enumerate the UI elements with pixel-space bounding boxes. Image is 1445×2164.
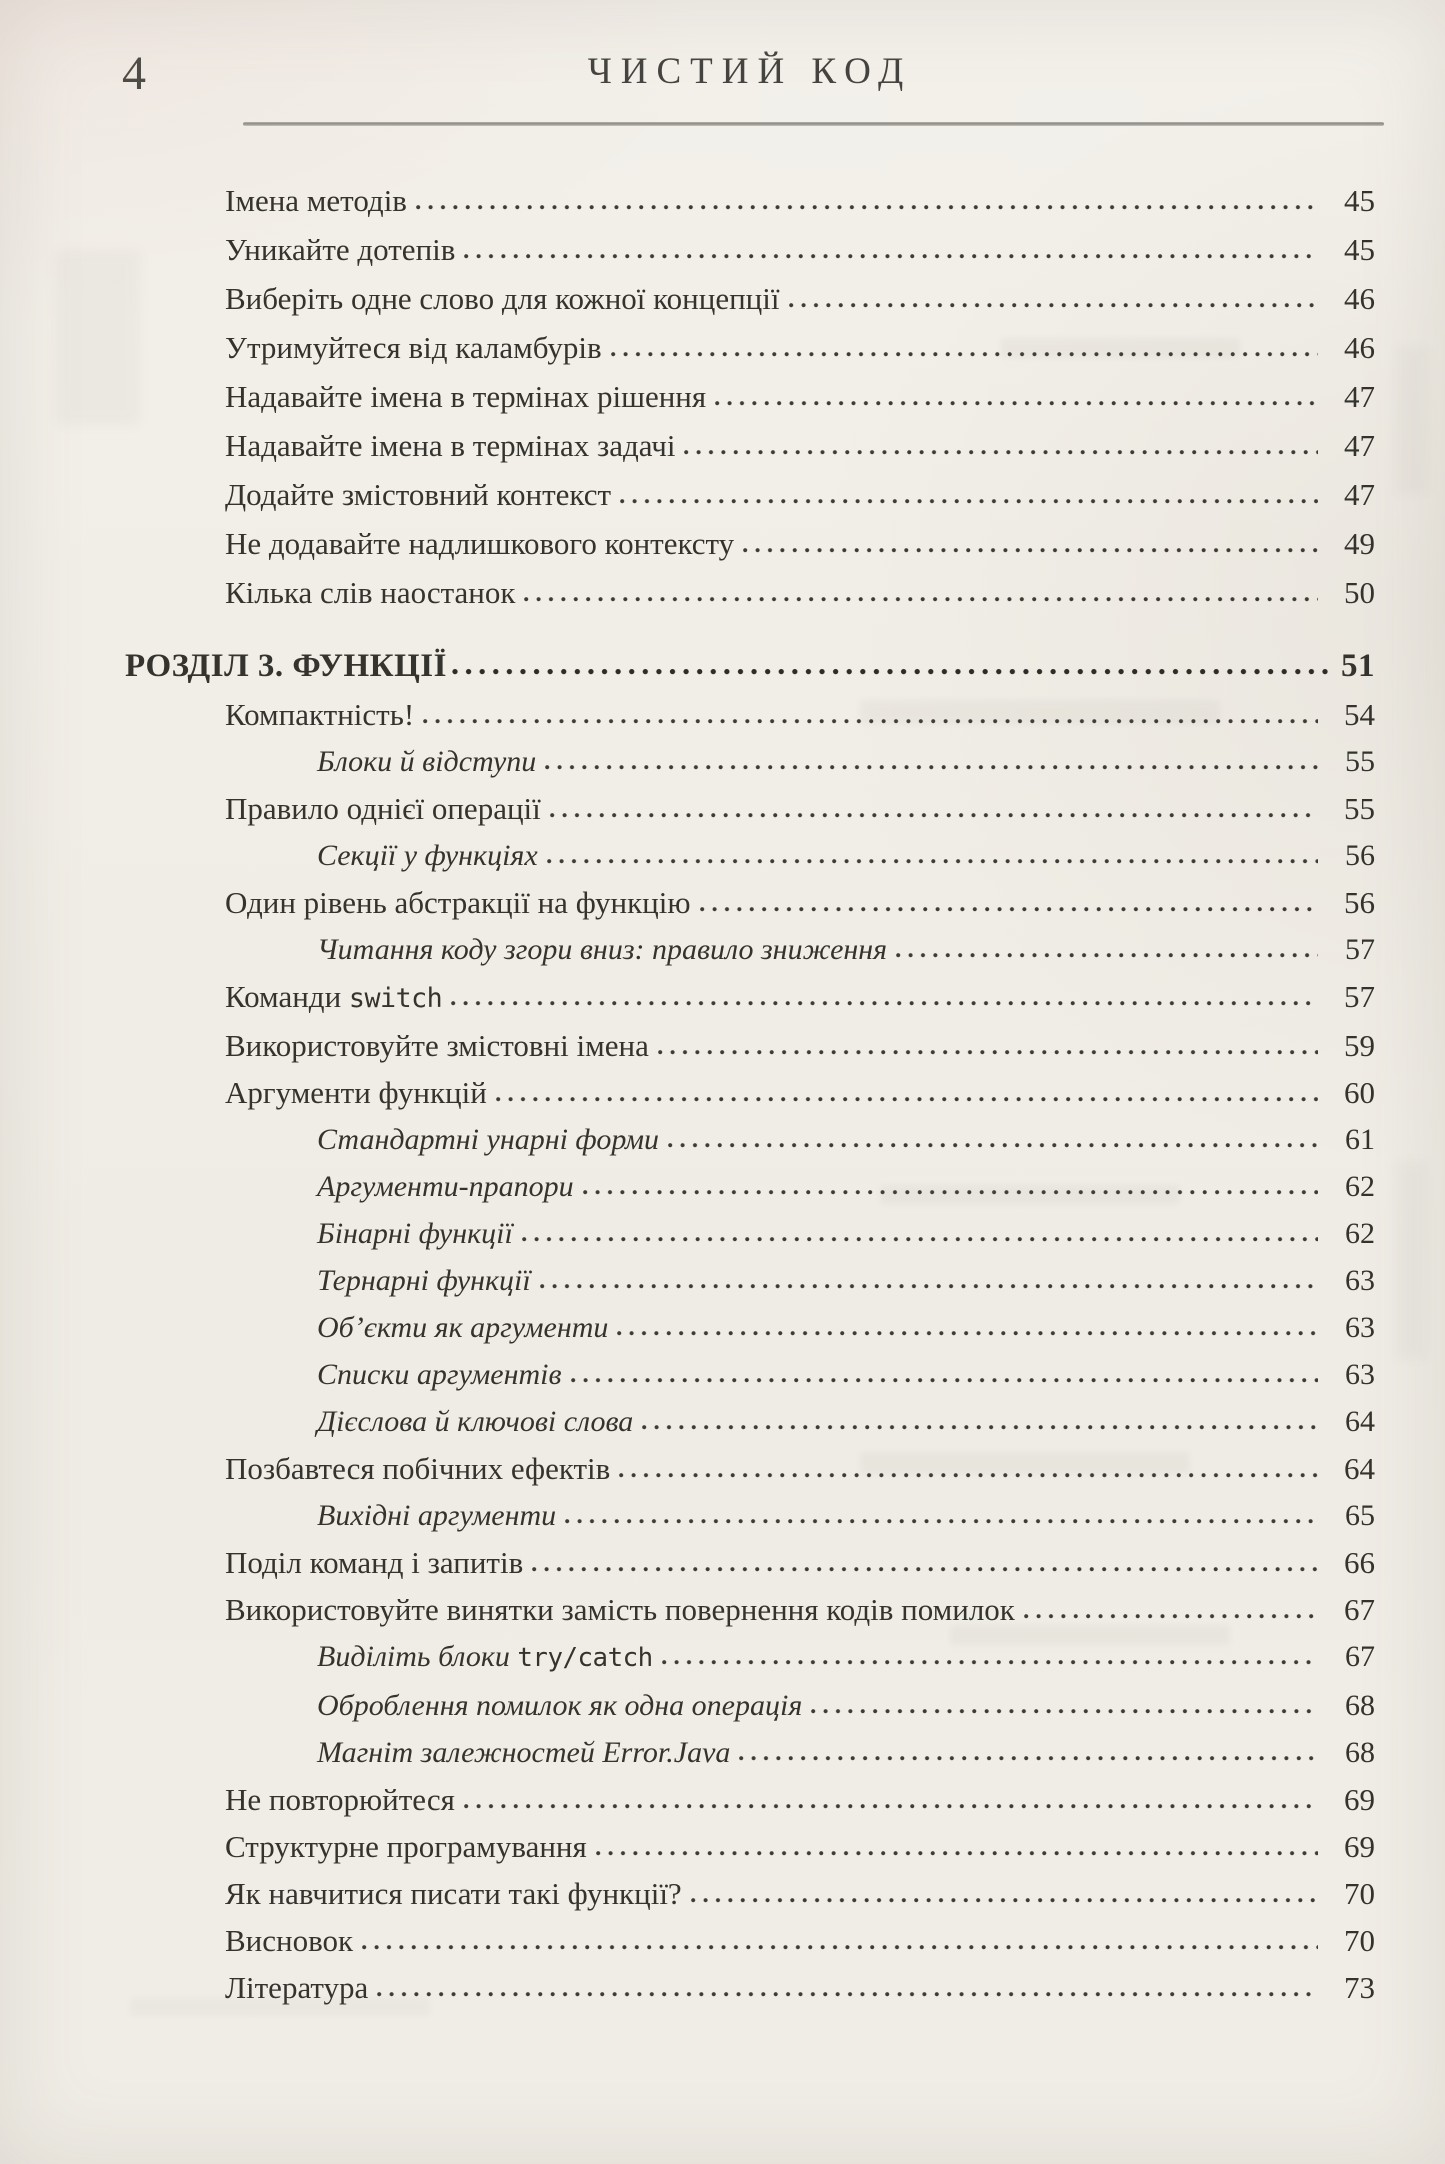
toc-entry-title: Позбавтеся побічних ефектів bbox=[225, 1451, 611, 1486]
toc-page-ref: 55 bbox=[1345, 745, 1375, 778]
toc-entry-title: Вихідні аргументи bbox=[317, 1499, 557, 1532]
toc-page-ref: 56 bbox=[1345, 839, 1375, 872]
toc-list bbox=[125, 176, 1375, 2011]
toc-page-ref: 60 bbox=[1344, 1075, 1375, 1110]
toc-entry-title: Утримуйтеся від каламбурів bbox=[225, 330, 602, 365]
toc-page-ref: 73 bbox=[1344, 1970, 1375, 2005]
toc-entry-title: Блоки й відступи bbox=[317, 745, 537, 778]
toc-page-ref: 63 bbox=[1345, 1264, 1375, 1297]
toc-page-ref: 67 bbox=[1345, 1640, 1375, 1673]
toc-page-ref: 62 bbox=[1345, 1217, 1375, 1250]
toc-entry-title: Поділ команд і запитів bbox=[225, 1545, 524, 1580]
toc-entry-row bbox=[125, 973, 1375, 1022]
toc-entry-title: Списки аргументів bbox=[317, 1358, 562, 1391]
toc-entry-row bbox=[125, 1729, 1375, 1776]
dot-leader bbox=[691, 1897, 1318, 1904]
toc-entry-title: Уникайте дотепів bbox=[225, 232, 456, 267]
toc-page-ref: 47 bbox=[1344, 379, 1375, 414]
toc-entry-row bbox=[125, 1022, 1375, 1069]
bleed-through-smudge bbox=[56, 250, 140, 425]
toc-entry-title: Оброблення помилок як одна операція bbox=[317, 1689, 803, 1722]
code-term: try/catch bbox=[517, 1643, 653, 1673]
toc-entry-row bbox=[125, 1870, 1375, 1917]
toc-entry-row bbox=[125, 1776, 1375, 1823]
dot-leader bbox=[524, 596, 1318, 603]
toc-page-ref: 47 bbox=[1344, 477, 1375, 512]
dot-leader bbox=[565, 1518, 1318, 1525]
toc-page-ref: 64 bbox=[1344, 1451, 1375, 1486]
toc-entry-title: Стандартні унарні форми bbox=[317, 1123, 659, 1156]
toc-entry-title: Секції у функціях bbox=[317, 839, 538, 872]
toc-entry-title: Не додавайте надлишкового контексту bbox=[225, 526, 735, 561]
toc-page-ref: 63 bbox=[1345, 1358, 1375, 1391]
toc-page-ref: 68 bbox=[1345, 1689, 1375, 1722]
toc-entry-title: Один рівень абстракції на функцію bbox=[225, 885, 691, 920]
bleed-through-smudge bbox=[880, 1185, 1180, 1205]
dot-leader bbox=[522, 1236, 1318, 1243]
toc-entry-row bbox=[125, 1351, 1375, 1398]
dot-leader bbox=[743, 547, 1318, 554]
dot-leader bbox=[700, 906, 1318, 913]
toc-entry-title: Команди switch bbox=[225, 979, 443, 1014]
toc-entry-title: Використовуйте змістовні імена bbox=[225, 1028, 649, 1063]
toc-entry-title: Кілька слів наостанок bbox=[225, 575, 516, 610]
toc-entry-title: Аргументи-прапори bbox=[317, 1170, 574, 1203]
toc-entry-title: Дієслова й ключові слова bbox=[317, 1405, 634, 1438]
toc-entry-row bbox=[125, 1257, 1375, 1304]
toc-entry-title: Висновок bbox=[225, 1923, 354, 1958]
toc-entry-row bbox=[125, 1539, 1375, 1586]
dot-leader bbox=[545, 764, 1318, 771]
toc-page-ref: 46 bbox=[1344, 330, 1375, 365]
dot-leader bbox=[464, 1803, 1318, 1810]
toc-page-ref: 65 bbox=[1345, 1499, 1375, 1532]
toc-entry-row bbox=[125, 785, 1375, 832]
header-rule bbox=[243, 122, 1384, 126]
toc-page-ref: 51 bbox=[1341, 648, 1375, 684]
bleed-through-smudge bbox=[1395, 1160, 1429, 1360]
toc-entry-title: Імена методів bbox=[225, 183, 407, 218]
dot-leader bbox=[362, 1944, 1318, 1951]
toc-page-ref: 70 bbox=[1344, 1876, 1375, 1911]
dot-leader bbox=[464, 253, 1318, 260]
toc-page-ref: 62 bbox=[1345, 1170, 1375, 1203]
toc-entry-title: Використовуйте винятки замість повернення кодів помилок bbox=[225, 1592, 1015, 1627]
dot-leader bbox=[811, 1708, 1318, 1715]
dot-leader bbox=[532, 1566, 1318, 1573]
toc-page-ref: 69 bbox=[1344, 1829, 1375, 1864]
toc-entry-title: Література bbox=[225, 1970, 369, 2005]
toc-entry-title: Компактність! bbox=[225, 697, 415, 732]
toc-entry-title: Аргументи функцій bbox=[225, 1075, 487, 1110]
dot-leader bbox=[789, 302, 1319, 309]
toc-page-ref: 66 bbox=[1344, 1545, 1375, 1580]
toc-entry-row bbox=[125, 1163, 1375, 1210]
dot-leader bbox=[658, 1049, 1318, 1056]
dot-leader bbox=[547, 858, 1318, 865]
toc-entry-title: Магніт залежностей Error.Java bbox=[317, 1736, 731, 1769]
toc-entry-row bbox=[125, 470, 1375, 519]
dot-leader bbox=[540, 1283, 1318, 1290]
toc-entry-row bbox=[125, 1917, 1375, 1964]
bleed-through-smudge bbox=[1395, 345, 1429, 495]
toc-entry-row bbox=[125, 421, 1375, 470]
toc-page-ref: 69 bbox=[1344, 1782, 1375, 1817]
page-number: 4 bbox=[122, 47, 146, 100]
bleed-through-smudge bbox=[860, 1452, 1190, 1474]
toc-entry-row bbox=[125, 1304, 1375, 1351]
toc-entry-title: Не повторюйтеся bbox=[225, 1782, 455, 1817]
bleed-through-smudge bbox=[950, 1625, 1230, 1645]
dot-leader bbox=[715, 400, 1318, 407]
toc-page-ref: 45 bbox=[1344, 232, 1375, 267]
bleed-through-smudge bbox=[1000, 338, 1240, 358]
toc-entry-row bbox=[125, 568, 1375, 617]
dot-leader bbox=[642, 1424, 1318, 1431]
toc-entry-row bbox=[125, 1116, 1375, 1163]
dot-leader bbox=[452, 668, 1329, 676]
toc-entry-row bbox=[125, 274, 1375, 323]
toc-entry-row bbox=[125, 176, 1375, 225]
dot-leader bbox=[739, 1755, 1318, 1762]
toc-page-ref: 57 bbox=[1345, 933, 1375, 966]
toc-entry-row bbox=[125, 1682, 1375, 1729]
toc-page-ref: 64 bbox=[1345, 1405, 1375, 1438]
dot-leader bbox=[668, 1142, 1318, 1149]
toc-entry-title: Структурне програмування bbox=[225, 1829, 587, 1864]
toc-entry-row bbox=[125, 1398, 1375, 1445]
toc-entry-row bbox=[125, 225, 1375, 274]
toc-page-ref: 61 bbox=[1345, 1123, 1375, 1156]
toc-entry-title: Бінарні функції bbox=[317, 1217, 513, 1250]
toc-page-ref: 47 bbox=[1344, 428, 1375, 463]
toc-chapter-title: РОЗДІЛ 3. ФУНКЦІЇ bbox=[125, 648, 447, 684]
toc-page-ref: 56 bbox=[1344, 885, 1375, 920]
toc-entry-row bbox=[125, 1069, 1375, 1116]
toc-page-ref: 63 bbox=[1345, 1311, 1375, 1344]
toc-page-ref: 55 bbox=[1344, 791, 1375, 826]
toc-page-ref: 49 bbox=[1344, 526, 1375, 561]
toc-entry-row bbox=[125, 519, 1375, 568]
toc-chapter-row bbox=[125, 641, 1375, 691]
dot-leader bbox=[451, 1000, 1318, 1007]
toc-entry-title: Додайте змістовний контекст bbox=[225, 477, 612, 512]
dot-leader bbox=[662, 1659, 1318, 1666]
dot-leader bbox=[617, 1330, 1318, 1337]
code-term: switch bbox=[348, 983, 443, 1014]
toc-entry-row bbox=[125, 1492, 1375, 1539]
dot-leader bbox=[1024, 1613, 1318, 1620]
bleed-through-smudge bbox=[130, 1998, 430, 2016]
dot-leader bbox=[684, 449, 1318, 456]
dot-leader bbox=[896, 952, 1318, 959]
dot-leader bbox=[377, 1991, 1318, 1998]
toc-page-ref: 67 bbox=[1344, 1592, 1375, 1627]
toc-page-ref: 68 bbox=[1345, 1736, 1375, 1769]
running-header-title: ЧИСТИЙ КОД bbox=[587, 51, 913, 92]
toc-entry-row bbox=[125, 832, 1375, 879]
toc-page-ref: 57 bbox=[1344, 979, 1375, 1014]
toc-entry-row bbox=[125, 926, 1375, 973]
toc-page-ref: 50 bbox=[1344, 575, 1375, 610]
toc-entry-row bbox=[125, 738, 1375, 785]
toc-entry-title: Правило однієї операції bbox=[225, 791, 541, 826]
dot-leader bbox=[596, 1850, 1318, 1857]
toc-entry-title: Тернарні функції bbox=[317, 1264, 531, 1297]
toc-entry-title: Надавайте імена в термінах рішення bbox=[225, 379, 707, 414]
bleed-through-smudge bbox=[860, 700, 1220, 724]
toc-entry-title: Як навчитися писати такі функції? bbox=[225, 1876, 682, 1911]
toc-page-ref: 59 bbox=[1344, 1028, 1375, 1063]
toc-page-ref: 45 bbox=[1344, 183, 1375, 218]
toc-entry-row bbox=[125, 372, 1375, 421]
dot-leader bbox=[416, 204, 1318, 211]
dot-leader bbox=[571, 1377, 1319, 1384]
toc-entry-row bbox=[125, 1210, 1375, 1257]
dot-leader bbox=[550, 812, 1318, 819]
toc-entry-title: Читання коду згори вниз: правило зниження bbox=[317, 933, 888, 966]
toc-page-ref: 70 bbox=[1344, 1923, 1375, 1958]
toc-entry-title: Надавайте імена в термінах задачі bbox=[225, 428, 676, 463]
toc-entry-title: Виділіть блоки try/catch bbox=[317, 1640, 653, 1673]
dot-leader bbox=[620, 498, 1318, 505]
toc-entry-row bbox=[125, 879, 1375, 926]
toc-page-ref: 54 bbox=[1344, 697, 1375, 732]
dot-leader bbox=[496, 1096, 1318, 1103]
toc-entry-title: Об’єкти як аргументи bbox=[317, 1311, 609, 1344]
toc-page-ref: 46 bbox=[1344, 281, 1375, 316]
toc-entry-row bbox=[125, 1823, 1375, 1870]
toc-entry-title: Виберіть одне слово для кожної концепції bbox=[225, 281, 780, 316]
